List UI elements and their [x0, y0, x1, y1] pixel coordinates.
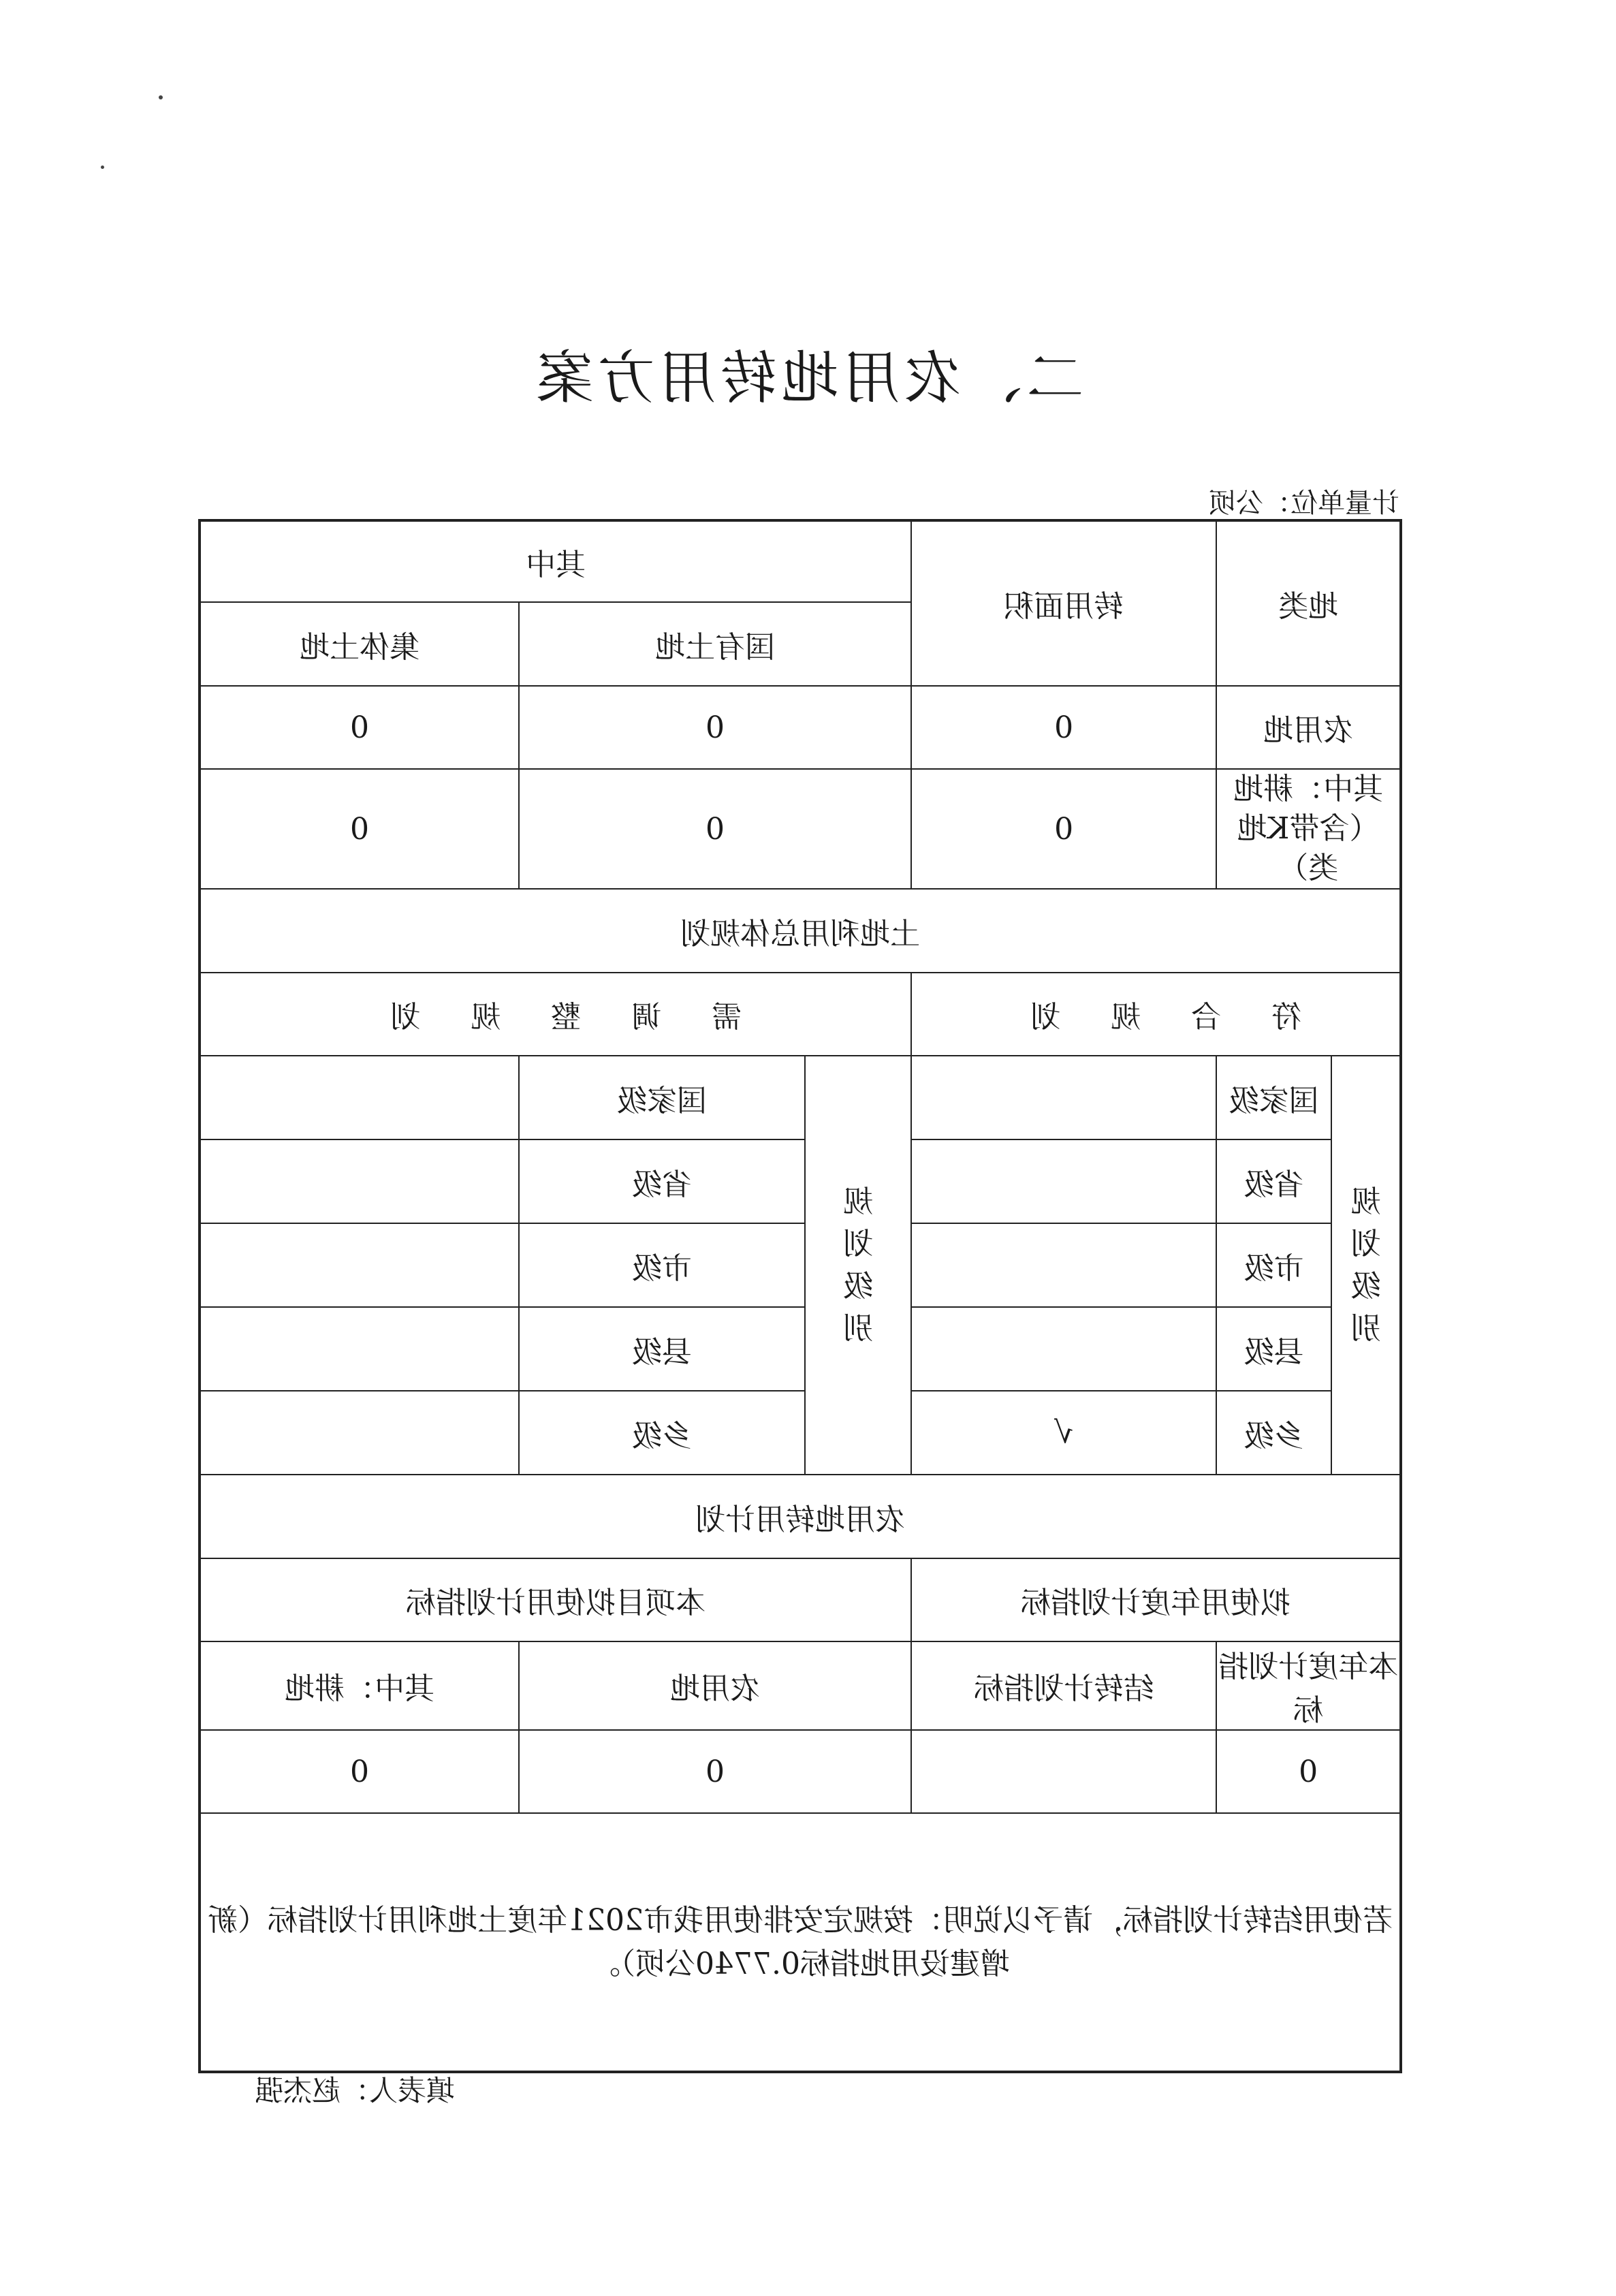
- level-township: 乡级: [519, 1391, 805, 1475]
- row-collective-value: 0: [200, 686, 519, 769]
- level-provincial: 省级: [519, 1139, 805, 1223]
- level-national: 国家级: [1216, 1056, 1331, 1139]
- plan-level-label-adjust: 规 划 级 别: [805, 1056, 911, 1475]
- col-agri-land: 农用地: [519, 1641, 911, 1730]
- scan-speck: [159, 95, 163, 99]
- conforms-mark: [911, 1223, 1216, 1307]
- col-carryover-indicator: 结转计划指标: [911, 1641, 1216, 1730]
- page-title: 二、农用地转用方案: [532, 345, 1084, 411]
- adjust-mark: [200, 1056, 519, 1139]
- row-state-value: 0: [519, 686, 911, 769]
- carryover-indicator-value: [911, 1730, 1216, 1813]
- level-municipal: 市级: [519, 1223, 805, 1307]
- row-label-cultivated: [1216, 769, 1401, 889]
- level-county: 县级: [519, 1307, 805, 1391]
- project-indicator-header: 本项目拟使用计划指标: [200, 1558, 911, 1641]
- table-row: [200, 769, 1401, 889]
- row-label-line1: 其中：耕地: [1233, 772, 1384, 806]
- level-provincial: 省级: [1216, 1139, 1331, 1223]
- row-area-value: 0: [911, 686, 1216, 769]
- plan-section-title: 土地利用总体规划: [200, 889, 1401, 973]
- col-annual-indicator: 本年度计划指标: [1216, 1641, 1401, 1730]
- header-conversion-area: 转用面积: [911, 520, 1216, 686]
- adjust-mark: [200, 1139, 519, 1223]
- level-county: 县级: [1216, 1307, 1331, 1391]
- carryover-note: 若使用结转计划指标，请予以说明：按规定安排使用我市2021年度土地利用计划指标（新增建设用地指标0.7740公顷）。: [200, 1813, 1401, 2072]
- level-national: 国家级: [519, 1056, 805, 1139]
- row-state-value: 0: [519, 769, 911, 889]
- adjust-mark: [200, 1391, 519, 1475]
- level-municipal: 市级: [1216, 1223, 1331, 1307]
- adjust-mark: [200, 1223, 519, 1307]
- row-label-farmland: 农用地: [1216, 686, 1401, 769]
- conversion-plan-table: [198, 519, 1402, 2073]
- col-cultivated-land: 其中：耕地: [200, 1641, 519, 1730]
- conversion-plan-title: 农用地转用计划: [200, 1475, 1401, 1558]
- row-label-line2: （含带K地类）: [1237, 811, 1380, 885]
- scan-speck: [101, 166, 104, 169]
- needs-adjust-plan-header: 需 调 整 规 划: [200, 973, 911, 1056]
- table-row: [200, 686, 1401, 769]
- level-township: 乡级: [1216, 1391, 1331, 1475]
- header-of-which: 其中: [200, 520, 911, 602]
- conforms-mark: [911, 1056, 1216, 1139]
- form-filler: 填表人：赵杰强: [254, 2074, 455, 2107]
- agri-land-value: 0: [519, 1730, 911, 1813]
- row-collective-value: 0: [200, 769, 519, 889]
- conforms-mark: [911, 1139, 1216, 1223]
- header-state-land: 国有土地: [519, 602, 911, 686]
- conforms-mark: √: [911, 1391, 1216, 1475]
- table-row: [200, 1730, 1401, 1813]
- plan-level-label-conforms: 规 划 级 别: [1331, 1056, 1401, 1475]
- conforms-plan-header: 符 合 规 划: [911, 973, 1401, 1056]
- adjust-mark: [200, 1307, 519, 1391]
- annual-indicator-value: 0: [1216, 1730, 1401, 1813]
- cultivated-land-value: 0: [200, 1730, 519, 1813]
- annual-indicator-header: 拟使用年度计划指标: [911, 1558, 1401, 1641]
- header-collective-land: 集体土地: [200, 602, 519, 686]
- conforms-mark: [911, 1307, 1216, 1391]
- row-area-value: 0: [911, 769, 1216, 889]
- header-land-type: 地类: [1216, 520, 1401, 686]
- unit-label: 计量单位：公顷: [1209, 488, 1399, 519]
